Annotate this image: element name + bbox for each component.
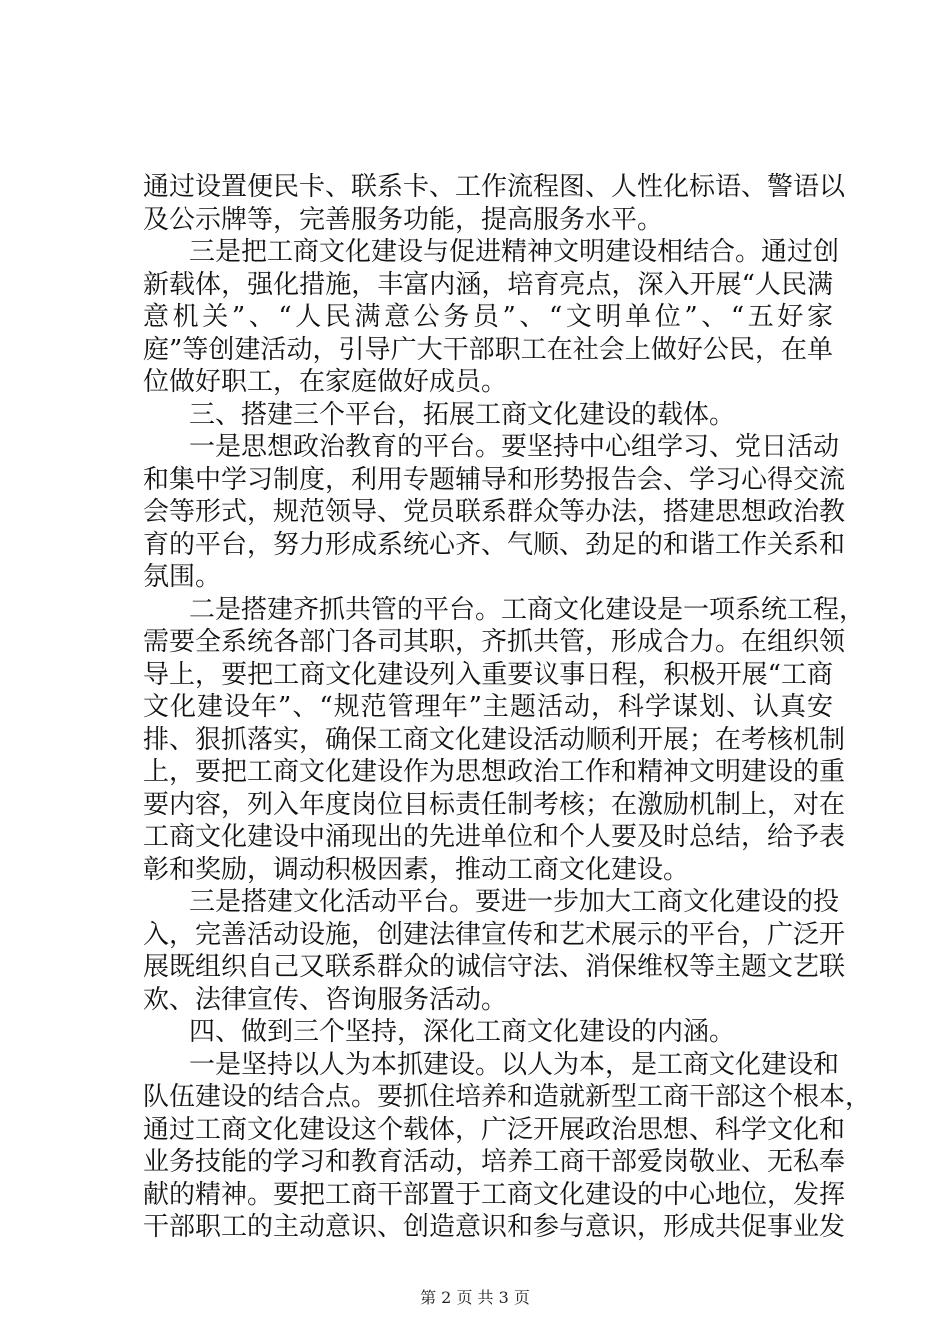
text-line: 排、狠抓落实，确保工商文化建设活动顺利开展；在考核机制 (143, 724, 846, 755)
text-line: 位做好职工，在家庭做好成员。 (143, 367, 508, 397)
text-line: 意机关”、“人民满意公务员”、“文明单位”、“五好家 (143, 302, 833, 332)
paragraph (143, 886, 846, 1016)
paragraph (143, 1016, 833, 1049)
text-line: 氛围。 (143, 562, 222, 592)
text-line: 会等形式，规范领导、党员联系群众等办法，搭建思想政治教 (143, 497, 846, 527)
document-body (143, 171, 872, 1244)
text-line: 新载体，强化措施，丰富内涵，培育亮点，深入开展“人民满 (143, 269, 833, 300)
text-line: 庭”等创建活动，引导广大干部职工在社会上做好公民，在单 (143, 334, 833, 365)
text-line: 干部职工的主动意识、创造意识和参与意识，形成共促事业发 (143, 1212, 846, 1242)
paragraph (143, 1049, 872, 1244)
text-line: 三、搭建三个平台，拓展工商文化建设的载体。 (189, 399, 736, 430)
text-line: 和集中学习制度，利用专题辅导和形势报告会、学习心得交流 (143, 464, 846, 495)
text-line: 队伍建设的结合点。要抓住培养和造就新型工商干部这个根本， (143, 1082, 872, 1112)
text-line: 四、做到三个坚持，深化工商文化建设的内涵。 (189, 1017, 736, 1047)
text-line: 育的平台，努力形成系统心齐、气顺、劲足的和谐工作关系和 (143, 529, 846, 560)
text-line: 文化建设年”、“规范管理年”主题活动，科学谋划、认真安 (143, 692, 833, 722)
text-line: 三是把工商文化建设与促进精神文明建设相结合。通过创 (189, 237, 840, 267)
text-line: 上，要把工商文化建设作为思想政治工作和精神文明建设的重 (143, 757, 846, 787)
text-line: 一是坚持以人为本抓建设。以人为本，是工商文化建设和 (189, 1049, 840, 1080)
text-line: 彰和奖励，调动积极因素，推动工商文化建设。 (143, 854, 690, 885)
text-line: 欢、法律宣传、咨询服务活动。 (143, 984, 508, 1015)
page-footer (0, 1288, 950, 1308)
page-number-label: 第 2 页 共 3 页 (420, 1288, 530, 1307)
text-line: 三是搭建文化活动平台。要进一步加大工商文化建设的投 (189, 887, 840, 917)
text-line: 展既组织自己又联系群众的诚信守法、消保维权等主题文艺联 (143, 952, 846, 982)
text-line: 需要全系统各部门各司其职，齐抓共管，形成合力。在组织领 (143, 627, 846, 657)
text-line: 二是搭建齐抓共管的平台。工商文化建设是一项系统工程， (189, 594, 866, 625)
paragraph (143, 399, 833, 432)
paragraph (143, 594, 866, 887)
text-line: 一是思想政治教育的平台。要坚持中心组学习、党日活动 (189, 432, 840, 462)
text-line: 业务技能的学习和教育活动，培养工商干部爱岗敬业、无私奉 (143, 1147, 846, 1177)
text-line: 入，完善活动设施，创建法律宣传和艺术展示的平台，广泛开 (143, 919, 846, 950)
text-line: 通过工商文化建设这个载体，广泛开展政治思想、科学文化和 (143, 1114, 846, 1145)
text-line: 要内容，列入年度岗位目标责任制考核；在激励机制上，对在 (143, 789, 846, 820)
text-line: 工商文化建设中涌现出的先进单位和个人要及时总结，给予表 (143, 822, 846, 852)
text-line: 及公示牌等，完善服务功能，提高服务水平。 (143, 204, 664, 235)
paragraph (143, 431, 846, 594)
paragraph (143, 236, 840, 399)
text-line: 通过设置便民卡、联系卡、工作流程图、人性化标语、警语以 (143, 172, 846, 202)
text-line: 献的精神。要把工商干部置于工商文化建设的中心地位，发挥 (143, 1179, 846, 1210)
paragraph (143, 171, 846, 236)
text-line: 导上，要把工商文化建设列入重要议事日程，积极开展“工商 (143, 659, 833, 690)
